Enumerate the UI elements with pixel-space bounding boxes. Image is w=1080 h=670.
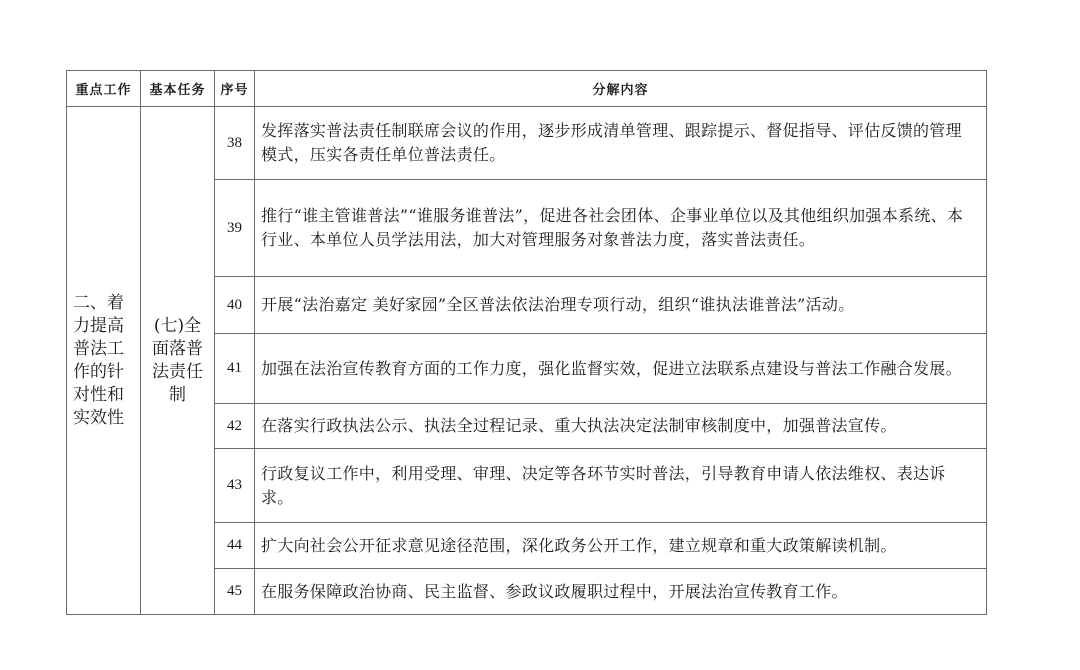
table-row [67,107,987,180]
row-content: 行政复议工作中，利用受理、审理、决定等各环节实时普法，引导教育申请人依法维权、表达诉求。 [255,449,987,523]
row-number: 40 [215,277,255,334]
task-breakdown-table [66,70,987,615]
row-content: 加强在法治宣传教育方面的工作力度，强化监督实效，促进立法联系点建设与普法工作融合发展。 [255,334,987,404]
row-number: 42 [215,404,255,449]
row-number: 43 [215,449,255,523]
row-content: 发挥落实普法责任制联席会议的作用，逐步形成清单管理、跟踪提示、督促指导、评估反馈的管理模式，压实各责任单位普法责任。 [255,107,987,180]
header-content: 分解内容 [255,71,987,107]
row-content: 开展“法治嘉定 美好家园”全区普法依法治理专项行动，组织“谁执法谁普法”活动。 [255,277,987,334]
row-content: 在落实行政执法公示、执法全过程记录、重大执法决定法制审核制度中，加强普法宣传。 [255,404,987,449]
row-content: 扩大向社会公开征求意见途径范围，深化政务公开工作，建立规章和重大政策解读机制。 [255,523,987,569]
focus-work-cell [67,107,141,615]
row-number: 45 [215,569,255,615]
basic-task-text: (七)全面落普法责任制 [152,315,203,405]
row-content: 在服务保障政治协商、民主监督、参政议政履职过程中，开展法治宣传教育工作。 [255,569,987,615]
header-basic-task: 基本任务 [141,71,215,107]
table-header-row [67,71,987,107]
row-number: 44 [215,523,255,569]
header-focus-work: 重点工作 [67,71,141,107]
row-number: 38 [215,107,255,180]
header-number: 序号 [215,71,255,107]
focus-work-text: 二、着力提高普法工作的针对性和实效性 [73,292,124,428]
basic-task-cell [141,107,215,615]
task-table-sheet [66,70,986,615]
row-number: 39 [215,180,255,277]
row-content: 推行“谁主管谁普法”“谁服务谁普法”，促进各社会团体、企事业单位以及其他组织加强本系统、本行业、本单位人员学法用法，加大对管理服务对象普法力度，落实普法责任。 [255,180,987,277]
row-number: 41 [215,334,255,404]
